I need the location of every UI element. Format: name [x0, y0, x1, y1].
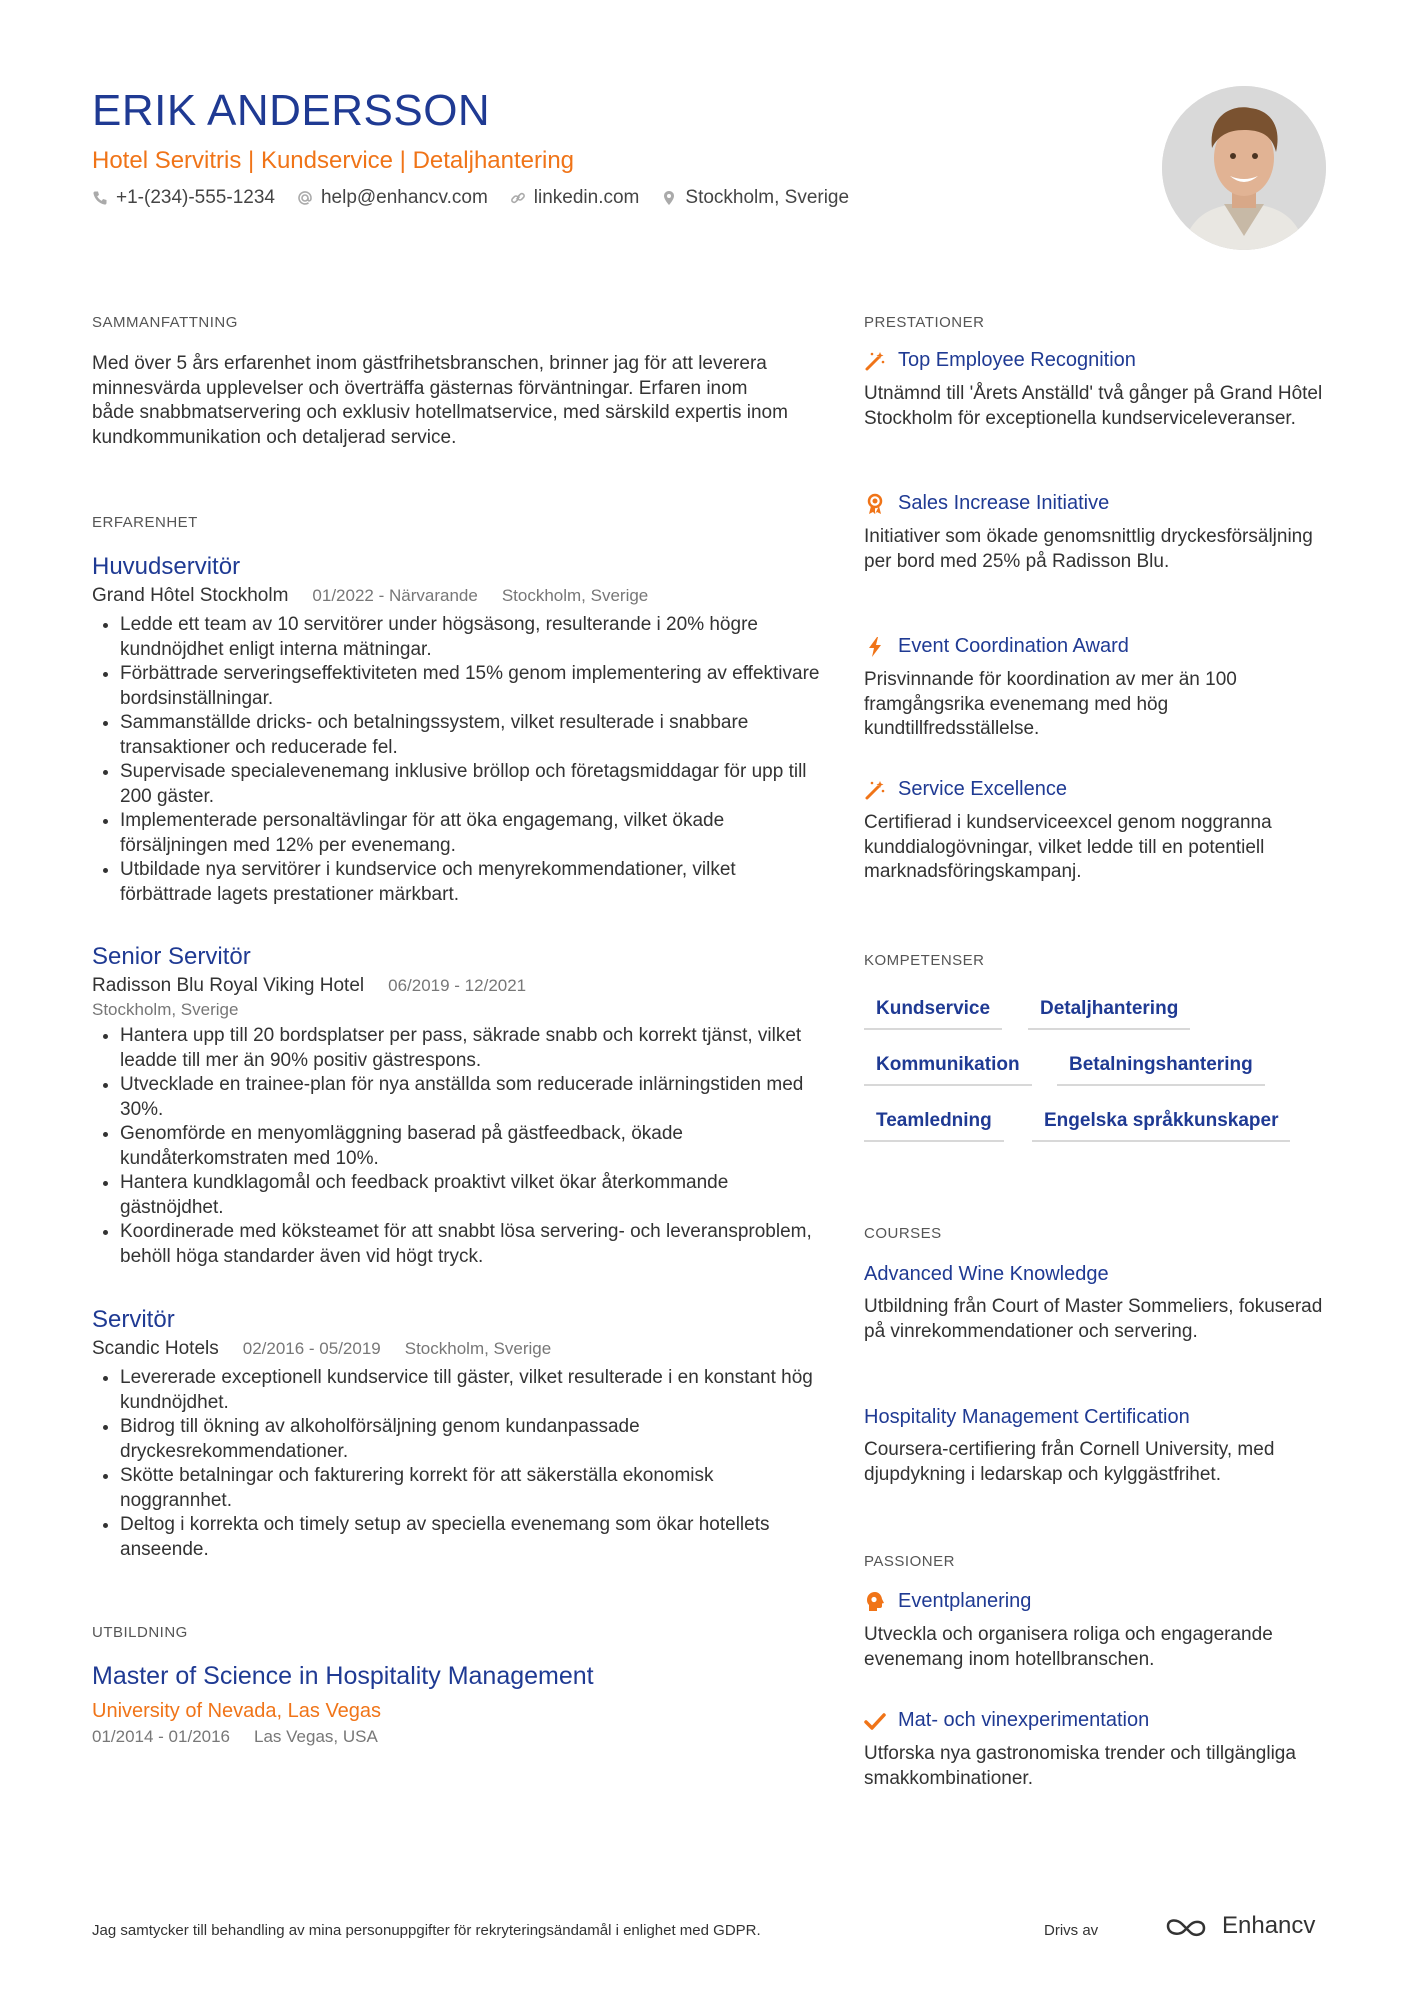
achievement-title — [864, 349, 1136, 372]
course-title: Advanced Wine Knowledge — [864, 1263, 1109, 1285]
job-bullet: • Genomförde en menyomläggning baserad på gästfeedback, ökade kundåterkomstraten med 10%. — [120, 1122, 820, 1171]
gdpr-consent: Jag samtycker till behandling av mina personuppgifter för rekryteringsändamål i enlighet med GDPR. — [92, 1922, 761, 1939]
courses-section-title: COURSES — [864, 1225, 942, 1242]
job-title: Servitör — [92, 1306, 175, 1333]
achievement-title-text: Sales Increase Initiative — [898, 492, 1110, 514]
passion-title — [864, 1709, 1149, 1732]
contact-email[interactable] — [297, 187, 488, 209]
contact-linkedin[interactable] — [510, 187, 640, 209]
job-bullet: • Implementerade personaltävlingar för att öka engagemang, vilket ökade försäljningen med 12% per evenemang. — [120, 809, 820, 858]
job-bullet: • Supervisade specialevenemang inklusive bröllop och företagsmiddagar för upp till 200 gäster. — [120, 760, 820, 809]
job-bullet: • Levererade exceptionell kundservice till gäster, vilket resulterade i en konstant hög kundnöjdhet. — [120, 1366, 820, 1415]
location-text: Stockholm, Sverige — [685, 187, 850, 208]
job-bullet: • Ledde ett team av 10 servitörer under högsäsong, resulterande i 20% högre kundnöjdhet enligt interna mätningar. — [120, 613, 820, 662]
lightning-icon — [864, 636, 886, 658]
job-bullets — [92, 613, 820, 907]
education-section-title: UTBILDNING — [92, 1624, 188, 1641]
job-bullet: • Koordinerade med köksteamet för att snabbt lösa servering- och leveransproblem, behöll höga standarder även vid högt tryck. — [120, 1220, 820, 1269]
achievement-text: Certifierad i kundserviceexcel genom noggranna kunddialogövningar, vilket ledde till en potentiell marknadsföringskampanj. — [864, 812, 1272, 882]
infinity-logo-icon — [1164, 1913, 1214, 1939]
magic-wand-icon — [864, 779, 886, 801]
achievement-title-text: Event Coordination Award — [898, 635, 1129, 657]
job-meta — [92, 585, 648, 607]
achievement-title — [864, 778, 1067, 801]
head-brain-icon — [864, 1591, 886, 1613]
job-bullet: • Förbättrade serveringseffektiviteten med 15% genom implementering av effektivare bordsinställningar. — [120, 662, 820, 711]
job-dates: 01/2022 - Närvarande — [312, 586, 478, 605]
skill-tag: Detaljhantering — [1028, 998, 1190, 1030]
skill-tag: Kommunikation — [864, 1054, 1032, 1086]
location-pin-icon — [661, 190, 677, 206]
achievement-title-text: Service Excellence — [898, 778, 1067, 800]
enhancv-logo[interactable] — [1164, 1912, 1315, 1940]
job-bullet: • Skötte betalningar och fakturering korrekt för att säkerställa ekonomisk noggrannhet. — [120, 1464, 820, 1513]
summary-section-title: SAMMANFATTNING — [92, 314, 238, 331]
job-bullet: • Hantera upp till 20 bordsplatser per pass, säkrade snabb och korrekt tjänst, vilket leadde till mer än 90% positiv gästrespons. — [120, 1024, 820, 1073]
education-meta — [92, 1727, 378, 1747]
job-dates: 02/2016 - 05/2019 — [242, 1339, 381, 1358]
job-location: Stockholm, Sverige — [92, 1000, 239, 1019]
at-icon — [297, 190, 313, 206]
checkmark-icon — [864, 1710, 886, 1732]
award-ribbon-icon — [864, 493, 886, 515]
course-text: Coursera-certifiering från Cornell University, med djupdykning i ledarskap och kylggästfrihet. — [864, 1439, 1275, 1485]
job-location: Stockholm, Sverige — [404, 1339, 552, 1358]
achievement-title — [864, 635, 1129, 658]
job-bullets — [92, 1024, 820, 1269]
avatar — [1162, 86, 1326, 250]
candidate-headline: Hotel Servitris | Kundservice | Detaljhantering — [92, 147, 575, 174]
job-company: Grand Hôtel Stockholm — [92, 585, 289, 606]
job-bullet: • Bidrog till ökning av alkoholförsäljning genom kundanpassade dryckesrekommendationer. — [120, 1415, 820, 1464]
brand-name: Enhancv — [1222, 1912, 1316, 1939]
education-dates: 01/2014 - 01/2016 — [92, 1727, 231, 1746]
email-text: help@enhancv.com — [320, 187, 488, 208]
experience-section-title: ERFARENHET — [92, 514, 198, 531]
passion-text: Utforska nya gastronomiska trender och tillgängliga smakkombinationer. — [864, 1743, 1296, 1789]
achievement-text: Initiativer som ökade genomsnittlig dryckesförsäljning per bord med 25% på Radisson Blu. — [864, 526, 1313, 572]
candidate-name: ERIK ANDERSSON — [92, 86, 491, 135]
skill-tag: Betalningshantering — [1057, 1054, 1265, 1086]
passion-title-text: Eventplanering — [898, 1590, 1032, 1612]
job-company: Scandic Hotels — [92, 1338, 219, 1359]
achievement-text: Prisvinnande för koordination av mer än 100 framgångsrika evenemang med hög kundtillfredsställelse. — [864, 669, 1237, 739]
powered-by-label: Drivs av — [1044, 1922, 1099, 1939]
education-school: University of Nevada, Las Vegas — [92, 1700, 382, 1722]
job-dates: 06/2019 - 12/2021 — [388, 976, 527, 995]
job-company: Radisson Blu Royal Viking Hotel — [92, 975, 365, 996]
job-bullet: • Deltog i korrekta och timely setup av speciella evenemang som ökar hotellets anseende. — [120, 1513, 820, 1562]
contact-phone[interactable] — [92, 187, 275, 209]
skill-tag: Teamledning — [864, 1110, 1004, 1142]
job-bullets — [92, 1366, 820, 1562]
achievement-title — [864, 492, 1109, 515]
job-bullet: • Hantera kundklagomål och feedback proaktivt vilket ökar återkommande gästnöjdhet. — [120, 1171, 820, 1220]
skill-tag: Engelska språkkunskaper — [1032, 1110, 1290, 1142]
passion-title-text: Mat- och vinexperimentation — [898, 1709, 1150, 1731]
phone-icon — [92, 190, 108, 206]
achievement-title-text: Top Employee Recognition — [898, 349, 1136, 371]
passions-section-title: PASSIONER — [864, 1553, 955, 1570]
passion-title — [864, 1590, 1031, 1613]
contact-bar — [92, 187, 849, 209]
link-icon — [510, 190, 526, 206]
skills-section-title: KOMPETENSER — [864, 952, 985, 969]
job-meta — [92, 1338, 551, 1360]
job-bullet: • Utvecklade en trainee-plan för nya anställda som reducerade inlärningstiden med 30%. — [120, 1073, 820, 1122]
phone-text: +1-(234)-555-1234 — [116, 187, 275, 208]
course-title: Hospitality Management Certification — [864, 1406, 1190, 1428]
achievements-section-title: PRESTATIONER — [864, 314, 985, 331]
achievement-text: Utnämnd till 'Årets Anställd' två gånger på Grand Hôtel Stockholm för exceptionella kundserviceleveranser. — [864, 383, 1323, 429]
skill-tag: Kundservice — [864, 998, 1002, 1030]
magic-wand-icon — [864, 350, 886, 372]
job-title: Huvudservitör — [92, 553, 241, 580]
job-bullet: • Sammanställde dricks- och betalningssystem, vilket resulterade i snabbare transaktioner och reducerade fel. — [120, 711, 820, 760]
contact-location — [661, 187, 849, 209]
passion-text: Utveckla och organisera roliga och engagerande evenemang inom hotellbranschen. — [864, 1624, 1273, 1670]
course-text: Utbildning från Court of Master Sommeliers, fokuserad på vinrekommendationer och servering. — [864, 1296, 1323, 1342]
education-location: Las Vegas, USA — [254, 1727, 378, 1746]
job-meta — [92, 975, 526, 997]
job-location: Stockholm, Sverige — [501, 586, 649, 605]
job-bullet: • Utbildade nya servitörer i kundservice och menyrekommendationer, vilket förbättrade lagets prestationer märkbart. — [120, 858, 820, 907]
job-title: Senior Servitör — [92, 943, 251, 970]
linkedin-text: linkedin.com — [533, 187, 640, 208]
summary-text: Med över 5 års erfarenhet inom gästfrihetsbranschen, brinner jag för att leverera minnesvärda upplevelser och överträffa gästernas förväntningar. Erfaren inom både snabbmatservering och exklusiv hotellmatservice, med särskild expertis inom kundkommunikation och detaljerad service. — [92, 353, 788, 448]
education-degree: Master of Science in Hospitality Management — [92, 1662, 594, 1690]
profile-photo — [1162, 86, 1326, 250]
